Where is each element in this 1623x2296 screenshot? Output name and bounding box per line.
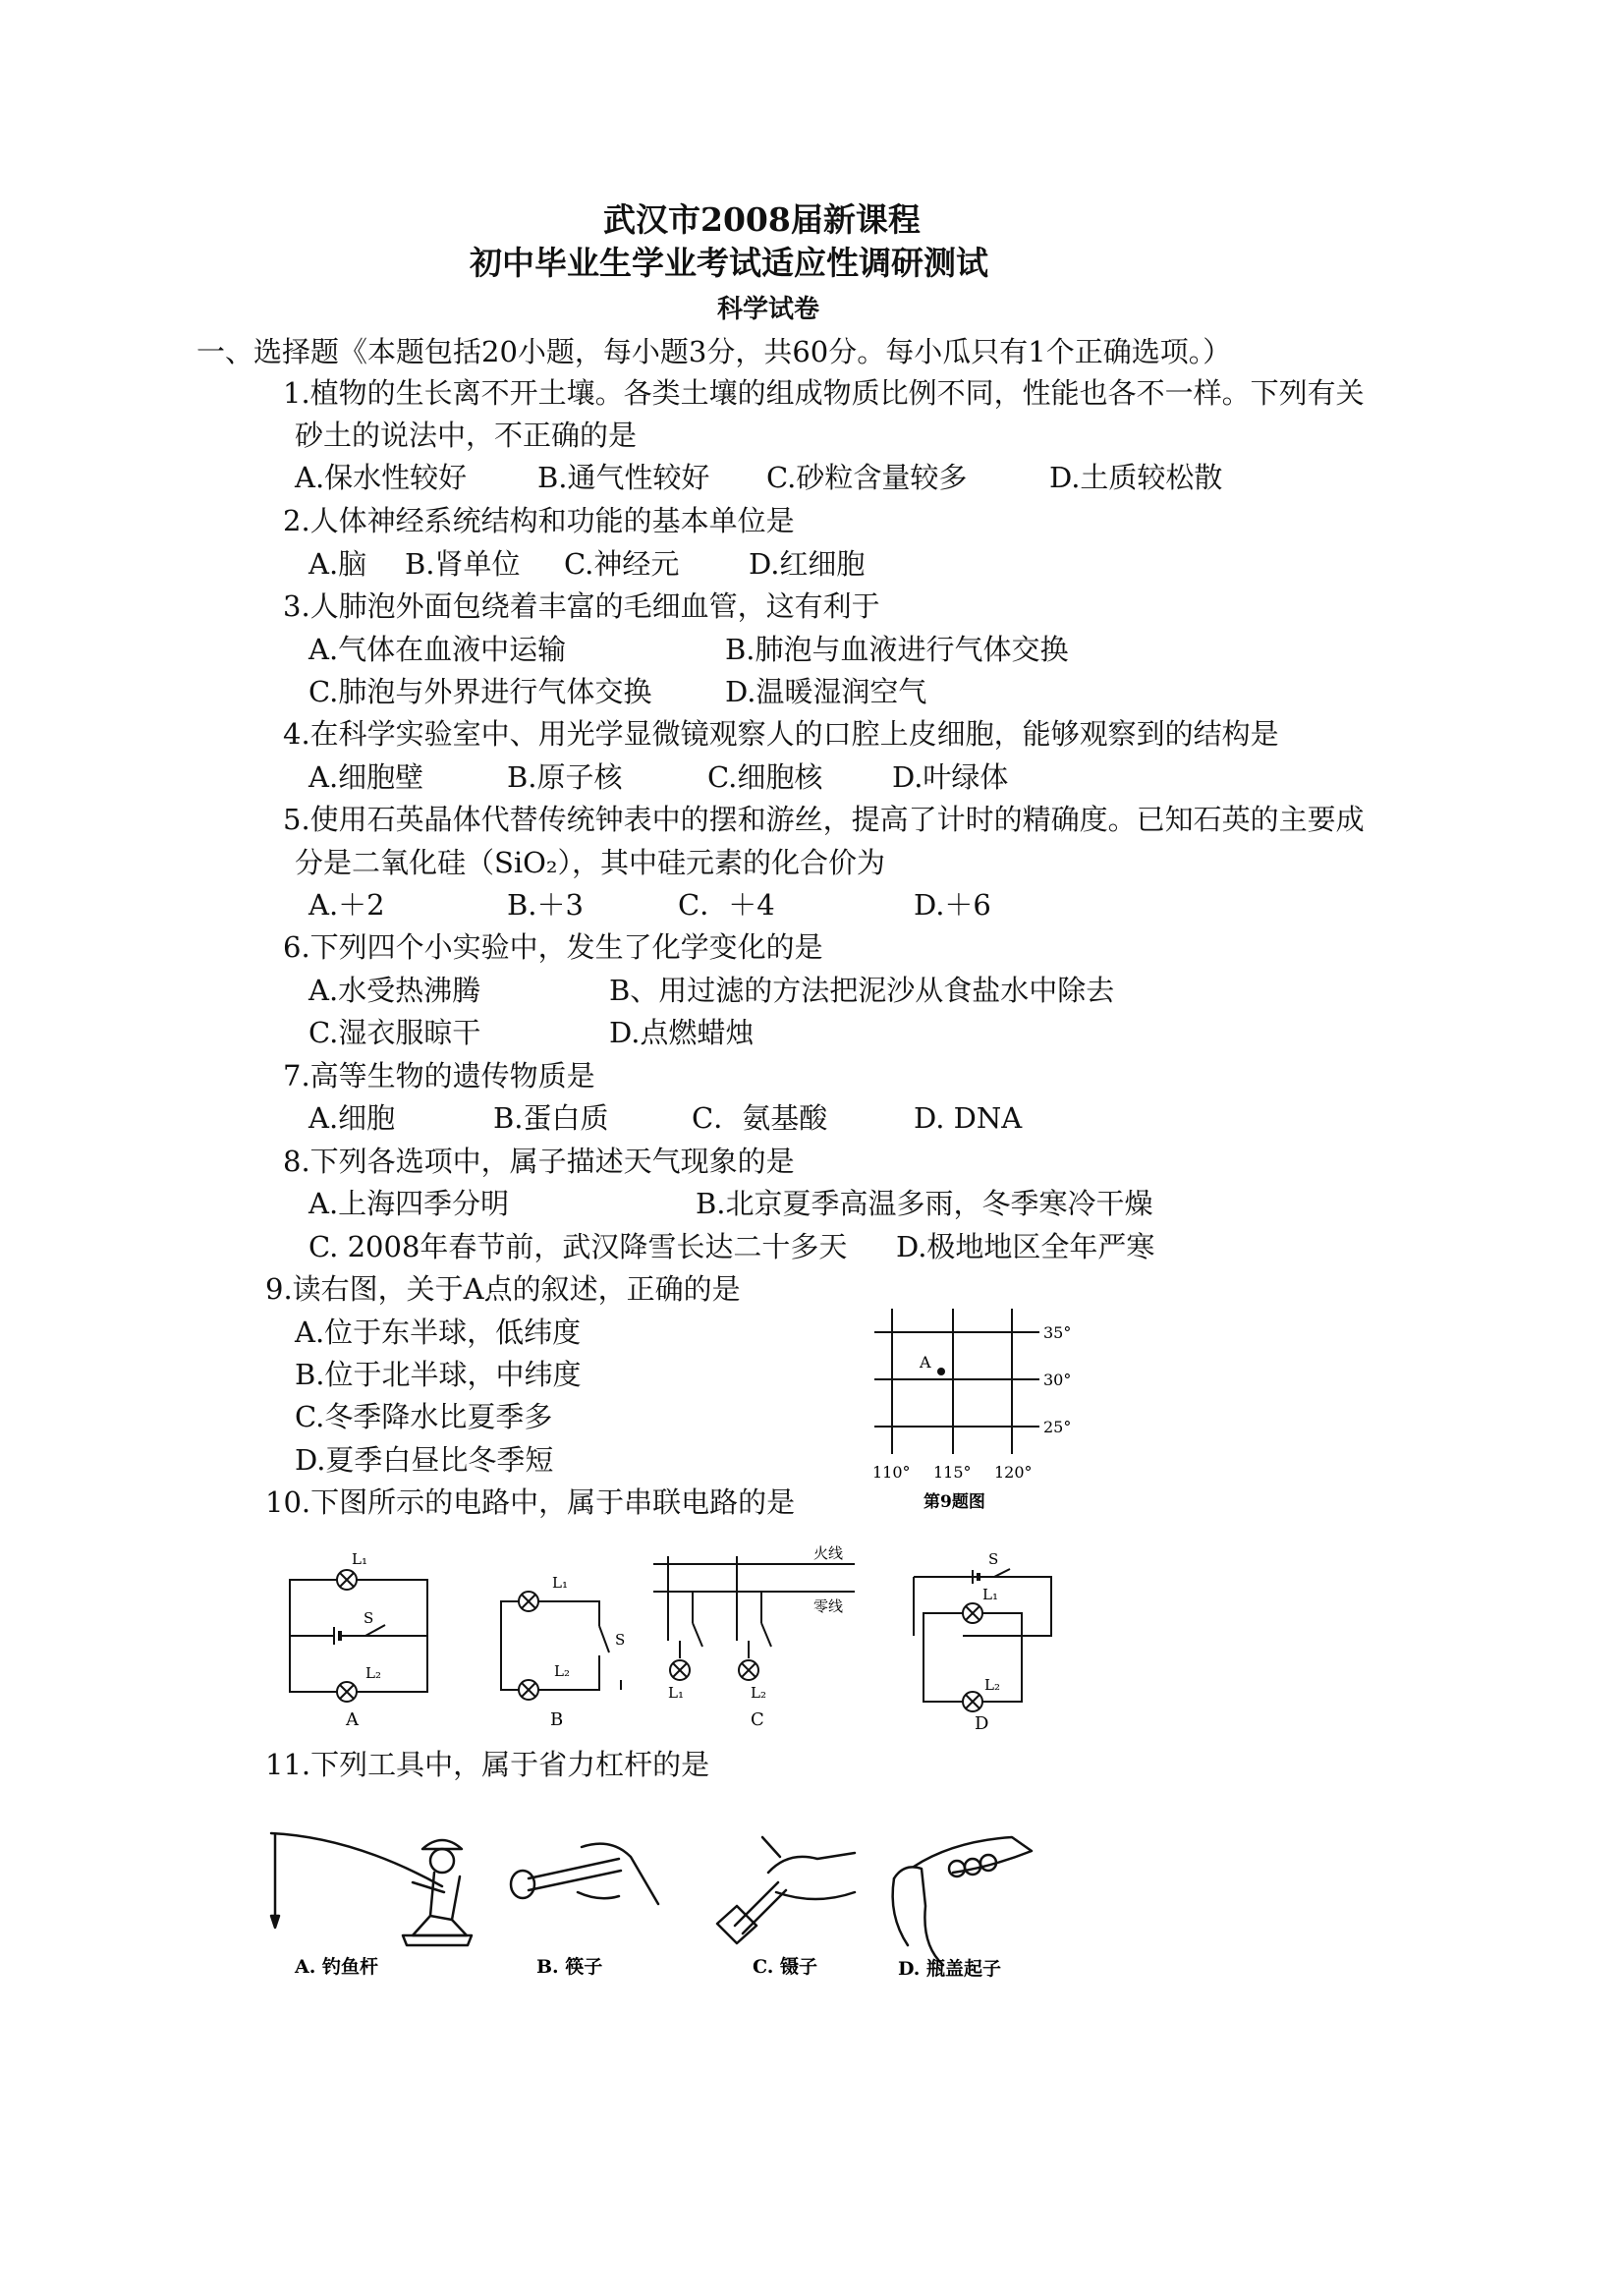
figure-9-grid [855, 1297, 1091, 1523]
question-3-stem: 3.人肺泡外面包绕着丰富的毛细血管，这有利于 [283, 589, 880, 623]
question-6-option-a: A.水受热沸腾 [308, 974, 481, 1007]
question-1-option-a: A.保水性较好 [295, 461, 468, 494]
question-3-option-d: D.温暖湿润空气 [725, 675, 927, 708]
question-4-option-a: A.细胞壁 [308, 760, 424, 794]
circuit-label-a: A [346, 1709, 359, 1730]
lat-label-35: 35° [1043, 1323, 1072, 1342]
question-2-option-c: C.神经元 [564, 547, 680, 581]
question-9-option-a: A.位于东半球，低纬度 [295, 1316, 582, 1349]
circuit-a-s: S [364, 1609, 374, 1627]
tool-label-d: D. 瓶盖起子 [898, 1958, 1002, 1980]
circuit-label-c: C [751, 1709, 764, 1730]
point-a-marker [937, 1368, 945, 1375]
question-5-line1: 5.使用石英晶体代替传统钟表中的摆和游丝，提高了计时的精确度。已知石英的主要成 [283, 803, 1365, 836]
circuit-b-l2: L₂ [554, 1662, 570, 1680]
circuit-a [290, 1570, 427, 1702]
question-9-stem: 9.读右图，关于A点的叙述，正确的是 [265, 1272, 741, 1306]
bottle-opener-illustration [893, 1837, 1032, 1965]
question-5-option-c: C．＋4 [678, 888, 775, 922]
question-5-option-d: D.＋6 [914, 888, 991, 922]
circuit-b [501, 1592, 621, 1700]
question-7-option-a: A.细胞 [308, 1101, 396, 1135]
question-8-option-d: D.极地地区全年严寒 [896, 1230, 1155, 1263]
question-5-line2: 分是二氧化硅（SiO₂），其中硅元素的化合价为 [295, 846, 886, 879]
circuit-c-l1: L₁ [668, 1684, 684, 1702]
chopsticks-illustration [511, 1844, 658, 1904]
circuit-c-neutral: 零线 [813, 1597, 844, 1615]
circuit-d-s: S [988, 1550, 999, 1568]
question-1-option-b: B.通气性较好 [537, 461, 710, 494]
point-a-label: A [920, 1353, 931, 1372]
circuit-c [653, 1556, 855, 1680]
question-7-option-c: C．氨基酸 [692, 1101, 828, 1135]
question-5-option-b: B.＋3 [507, 888, 584, 922]
lat-label-25: 25° [1043, 1418, 1072, 1436]
circuit-b-s: S [615, 1631, 626, 1649]
question-2-option-d: D.红细胞 [749, 547, 866, 581]
question-1-line1: 1.植物的生长离不开土壤。各类土壤的组成物质比例不同，性能也各不一样。下列有关 [283, 376, 1365, 410]
circuit-a-l1: L₁ [352, 1550, 367, 1568]
question-1-line2: 砂土的说法中，不正确的是 [295, 419, 638, 452]
figure-11-tools [265, 1798, 1071, 1994]
question-6-option-d: D.点燃蜡烛 [609, 1016, 755, 1049]
question-4-option-c: C.细胞核 [707, 760, 823, 794]
exam-title-line2: 初中毕业生学业考试适应性调研测试 [470, 244, 988, 282]
question-11-stem: 11.下列工具中，属于省力杠杆的是 [265, 1748, 710, 1781]
circuit-label-d: D [975, 1713, 989, 1734]
question-4-option-d: D.叶绿体 [892, 760, 1009, 794]
tool-label-a: A. 钓鱼杆 [295, 1956, 378, 1978]
circuit-d-l1: L₁ [982, 1586, 998, 1603]
lon-label-115: 115° [933, 1463, 972, 1482]
question-1-option-c: C.砂粒含量较多 [766, 461, 968, 494]
question-2-option-b: B.肾单位 [405, 547, 521, 581]
section-heading: 一、选择题《本题包括20小题，每小题3分，共60分。每小瓜只有1个正确选项。） [196, 335, 1232, 368]
question-6-option-b: B、用过滤的方法把泥沙从食盐水中除去 [609, 974, 1115, 1007]
question-2-option-a: A.脑 [308, 547, 367, 581]
tool-label-b: B. 筷子 [536, 1956, 603, 1978]
question-4-stem: 4.在科学实验室中、用光学显微镜观察人的口腔上皮细胞，能够观察到的结构是 [283, 717, 1279, 751]
circuit-label-b: B [550, 1709, 564, 1730]
question-9-option-c: C.冬季降水比夏季多 [295, 1400, 553, 1433]
question-6-stem: 6.下列四个小实验中，发生了化学变化的是 [283, 930, 823, 964]
question-7-option-b: B.蛋白质 [493, 1101, 609, 1135]
lon-label-110: 110° [872, 1463, 911, 1482]
question-7-stem: 7.高等生物的遗传物质是 [283, 1059, 595, 1092]
question-8-option-a: A.上海四季分明 [308, 1187, 510, 1220]
question-2-stem: 2.人体神经系统结构和功能的基本单位是 [283, 504, 795, 537]
question-9-option-d: D.夏季白昼比冬季短 [295, 1443, 554, 1477]
question-10-stem: 10.下图所示的电路中，属于串联电路的是 [265, 1485, 796, 1519]
question-3-option-c: C.肺泡与外界进行气体交换 [308, 675, 652, 708]
question-8-option-c: C. 2008年春节前，武汉降雪长达二十多天 [308, 1230, 848, 1263]
circuit-b-l1: L₁ [552, 1574, 568, 1592]
fishing-rod-illustration [271, 1833, 472, 1945]
exam-title-line1: 武汉市2008届新课程 [603, 200, 921, 239]
figure-9-caption: 第9题图 [923, 1492, 985, 1512]
question-4-option-b: B.原子核 [507, 760, 623, 794]
circuit-d-l2: L₂ [984, 1676, 1000, 1694]
lon-label-120: 120° [994, 1463, 1033, 1482]
question-8-stem: 8.下列各选项中，属子描述天气现象的是 [283, 1145, 795, 1178]
question-3-option-b: B.肺泡与血液进行气体交换 [725, 633, 1069, 666]
exam-subject: 科学试卷 [717, 295, 820, 324]
circuit-c-l2: L₂ [751, 1684, 766, 1702]
question-1-option-d: D.土质较松散 [1049, 461, 1223, 494]
figure-10-circuits [275, 1542, 1081, 1739]
circuit-c-live: 火线 [813, 1544, 844, 1562]
question-8-option-b: B.北京夏季高温多雨，冬季寒冷干燥 [696, 1187, 1153, 1220]
question-7-option-d: D. DNA [914, 1101, 1023, 1135]
lat-label-30: 30° [1043, 1371, 1072, 1389]
question-3-option-a: A.气体在血液中运输 [308, 633, 567, 666]
tool-label-c: C. 镊子 [753, 1956, 818, 1978]
question-6-option-c: C.湿衣服晾干 [308, 1016, 481, 1049]
question-5-option-a: A.＋2 [308, 888, 385, 922]
circuit-a-l2: L₂ [365, 1664, 381, 1682]
tweezers-illustration [717, 1837, 855, 1943]
question-9-option-b: B.位于北半球，中纬度 [295, 1358, 582, 1391]
